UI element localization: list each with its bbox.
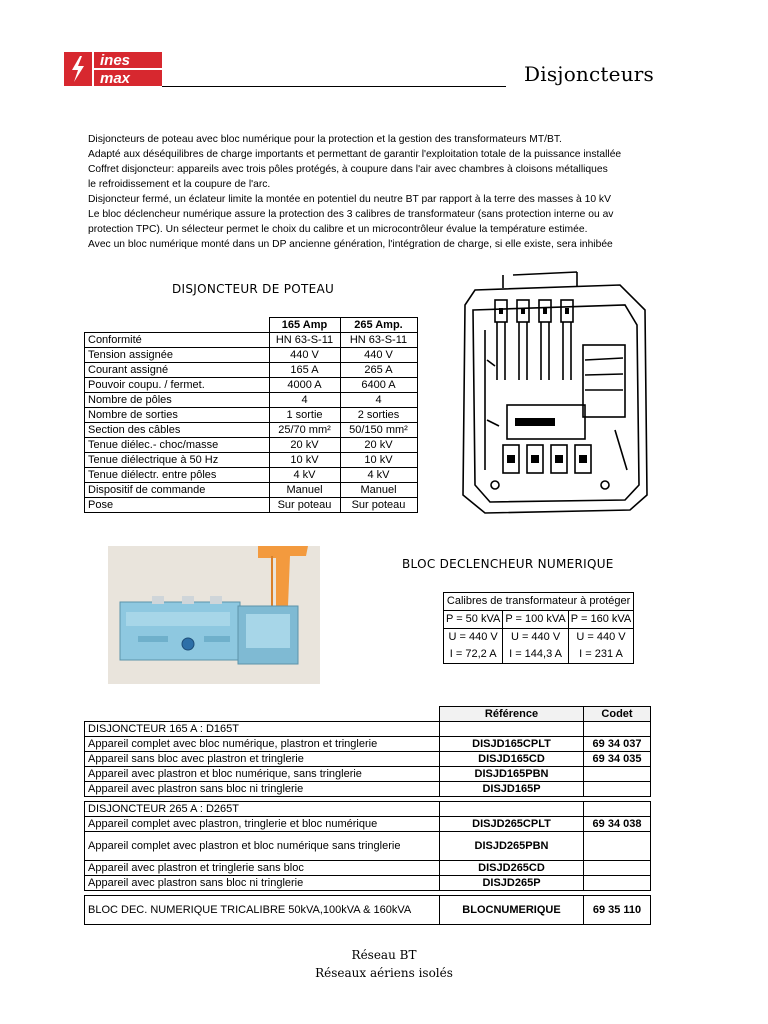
table-row: P = 50 kVA P = 100 kVA P = 160 kVA [444, 611, 634, 629]
table-row: Appareil avec plastron sans bloc ni tringlerie DISJD165P [85, 782, 651, 797]
table-row [444, 593, 634, 611]
intro-line: Avec un bloc numérique monté dans un DP ancienne génération, l'intégration de charge, si elle existe, sera inhibée [88, 239, 613, 250]
table-header-row [85, 707, 651, 722]
breaker-drawing [455, 270, 655, 515]
section-title-poteau: DISJONCTEUR DE POTEAU [172, 282, 335, 296]
page-footer [0, 946, 768, 982]
col-165: 165 Amp [269, 318, 340, 333]
col-reference: Référence [440, 707, 584, 722]
table-row: Appareil complet avec bloc numérique, plastron et tringlerie DISJD165CPLT 69 34 037 [85, 737, 651, 752]
table-row: Nombre de pôles 4 4 [85, 393, 418, 408]
table-row: Appareil sans bloc avec plastron et tringlerie DISJD165CD 69 34 035 [85, 752, 651, 767]
spec-table [84, 317, 418, 513]
intro-line: Coffret disjoncteur: appareils avec trois pôles protégés, à coupure dans l'air avec chambres à cloisons métalliques [88, 164, 608, 175]
svg-text:ines: ines [100, 52, 131, 69]
table-row: Nombre de sorties 1 sortie 2 sorties [85, 408, 418, 423]
table-row: Appareil complet avec plastron, tringlerie et bloc numérique DISJD265CPLT 69 34 038 [85, 817, 651, 832]
group-title-row: DISJONCTEUR 165 A : D165T [85, 722, 651, 737]
calibres-table [443, 592, 634, 664]
intro-line: Adapté aux déséquilibres de charge importants et permettant de garantir l'exploitation totale de la puissance installée [88, 149, 622, 160]
calibres-header: Calibres de transformateur à protéger [444, 593, 634, 611]
spec-header-row [85, 318, 418, 333]
bloc-declencheur-photo [108, 546, 320, 684]
table-row: Appareil avec plastron et tringlerie sans bloc DISJD265CD [85, 861, 651, 876]
table-row: Conformité HN 63-S-11 HN 63-S-11 [85, 333, 418, 348]
table-row: Tenue diélectr. entre pôles 4 kV 4 kV [85, 468, 418, 483]
table-row: Section des câbles 25/70 mm² 50/150 mm² [85, 423, 418, 438]
table-row: Appareil avec plastron sans bloc ni tringlerie DISJD265P [85, 876, 651, 891]
table-row: Appareil avec plastron et bloc numérique, sans tringlerie DISJD165PBN [85, 767, 651, 782]
col-codet: Codet [584, 707, 651, 722]
section-title-bloc: BLOC DECLENCHEUR NUMERIQUE [402, 557, 614, 571]
group-title-row: DISJONCTEUR 265 A : D265T [85, 802, 651, 817]
col-265: 265 Amp. [340, 318, 417, 333]
table-row: U = 440 V U = 440 V U = 440 V [444, 629, 634, 647]
intro-line: Le bloc déclencheur numérique assure la protection des 3 calibres de transformateur (sans protection interne ou av [88, 209, 614, 220]
table-row: I = 72,2 A I = 144,3 A I = 231 A [444, 646, 634, 664]
table-row: BLOC DEC. NUMERIQUE TRICALIBRE 50kVA,100kVA & 160kVA BLOCNUMERIQUE 69 35 110 [85, 896, 651, 925]
intro-line: Disjoncteurs de poteau avec bloc numérique pour la protection et la gestion des transformateurs MT/BT. [88, 134, 562, 145]
intro-line: le refroidissement et la coupure de l'arc. [88, 179, 271, 190]
intro-line: protection TPC). Un sélecteur permet le choix du calibre et un microcontrôleur évalue la température estimée. [88, 224, 588, 235]
footer-line-2: Réseaux aériens isolés [315, 966, 453, 980]
table-row: Tenue diélec.- choc/masse 20 kV 20 kV [85, 438, 418, 453]
table-row: Tenue diélectrique à 50 Hz 10 kV 10 kV [85, 453, 418, 468]
table-row: Pouvoir coupu. / fermet. 4000 A 6400 A [85, 378, 418, 393]
table-row: Pose Sur poteau Sur poteau [85, 498, 418, 513]
svg-text:max: max [100, 70, 131, 87]
table-row: Appareil complet avec plastron et bloc numérique sans tringlerie DISJD265PBN [85, 832, 651, 861]
table-row: Dispositif de commande Manuel Manuel [85, 483, 418, 498]
inesmax-logo [64, 50, 164, 90]
reference-table [84, 706, 651, 925]
header-rule [162, 86, 506, 87]
footer-line-1: Réseau BT [351, 948, 417, 962]
table-row: Tension assignée 440 V 440 V [85, 348, 418, 363]
table-row: Courant assigné 165 A 265 A [85, 363, 418, 378]
intro-paragraph [88, 132, 668, 252]
intro-line: Disjoncteur fermé, un éclateur limite la montée en potentiel du neutre BT par rapport à la terre des masses à 10 kV [88, 194, 611, 205]
page-title: Disjoncteurs [524, 62, 654, 86]
